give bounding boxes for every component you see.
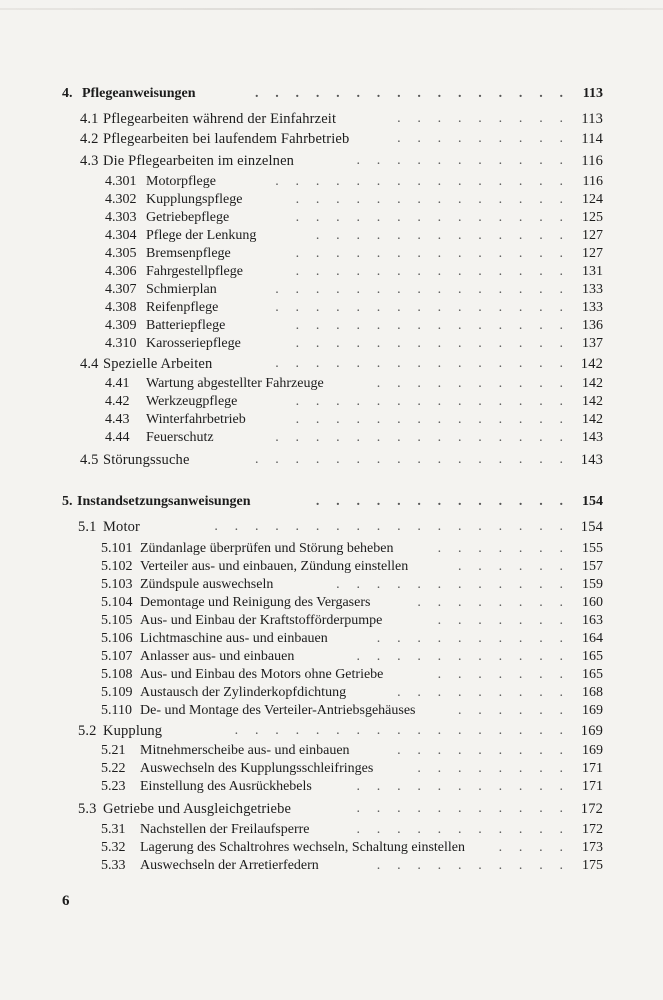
toc-entry-page-number: 172 [580, 801, 603, 817]
dot-leader: . . . . . . . . . . . . . . . . . . [214, 519, 563, 534]
toc-entry-page-number: 160 [582, 595, 603, 610]
toc-entry-page-number: 165 [582, 649, 603, 664]
dot-leader: . . . . . . . . . [397, 743, 563, 758]
toc-entry-title: Austausch der Zylinderkopfdichtung [140, 685, 347, 700]
toc-entry-number: 5.110 [101, 703, 132, 718]
toc-entry-page-number: 172 [582, 822, 603, 837]
toc-entry-title: Aus- und Einbau des Motors ohne Getriebe [140, 667, 384, 682]
dot-leader: . . . . . . [457, 559, 563, 574]
toc-entry-number: 4.43 [105, 412, 130, 427]
toc-entry-title: Motor [103, 519, 140, 535]
toc-entry-page-number: 127 [582, 246, 603, 261]
toc-entry [0, 452, 663, 472]
toc-entry [0, 282, 663, 302]
toc-entry [0, 685, 663, 705]
toc-entry-page-number: 142 [580, 356, 603, 372]
toc-entry-number: 5.107 [101, 649, 133, 664]
dot-leader: . . . . . . . . . . . [356, 801, 563, 816]
toc-entry-page-number: 173 [582, 840, 603, 855]
toc-entry-page-number: 171 [582, 779, 603, 794]
toc-entry [0, 228, 663, 248]
toc-entry-page-number: 169 [582, 743, 603, 758]
dot-leader: . . . . . . . . . [397, 111, 563, 126]
toc-entry-title: Einstellung des Ausrückhebels [140, 779, 312, 794]
toc-entry-page-number: 142 [582, 376, 603, 391]
toc-entry-number: 5.33 [101, 858, 126, 873]
toc-entry-number: 5.109 [101, 685, 133, 700]
dot-leader: . . . . . . . . . . . . . . . . [254, 86, 563, 101]
toc-entry-number: 5.3 [78, 801, 97, 817]
toc-entry-number: 5.102 [101, 559, 133, 574]
toc-entry-page-number: 154 [582, 494, 603, 509]
toc-entry [0, 318, 663, 338]
dot-leader: . . . . . . . . . . . . . . . [275, 430, 563, 445]
toc-entry-title: Feuerschutz [146, 430, 214, 445]
toc-entry-title: Batteriepflege [146, 318, 226, 333]
toc-entry-number: 5.23 [101, 779, 126, 794]
dot-leader: . . . . . . . . . . . . . . [295, 318, 563, 333]
toc-entry-number: 5.103 [101, 577, 133, 592]
dot-leader: . . . . . . . . . . . . [336, 577, 563, 592]
dot-leader: . . . . . . . . . [397, 685, 563, 700]
toc-entry-number: 4.309 [105, 318, 137, 333]
dot-leader: . . . . . . . . . . . [356, 153, 563, 168]
toc-entry [0, 801, 663, 821]
toc-entry-title: Nachstellen der Freilaufsperre [140, 822, 310, 837]
toc-entry-number: 5.108 [101, 667, 133, 682]
toc-entry-number: 4.1 [80, 111, 99, 127]
toc-entry-number: 4.306 [105, 264, 137, 279]
toc-entry-title: Pflege der Lenkung [146, 228, 257, 243]
toc-entry-number: 4.4 [80, 356, 99, 372]
toc-entry-page-number: 163 [582, 613, 603, 628]
dot-leader: . . . . . . . . . . . . . . . [275, 282, 563, 297]
toc-entry-number: 5.101 [101, 541, 133, 556]
toc-entry [0, 131, 663, 151]
toc-entry-number: 4.310 [105, 336, 137, 351]
toc-entry-page-number: 127 [582, 228, 603, 243]
toc-entry [0, 743, 663, 763]
dot-leader: . . . . . . . . [417, 761, 563, 776]
toc-entry-page-number: 143 [580, 452, 603, 468]
toc-entry-title: Getriebepflege [146, 210, 230, 225]
toc-entry-title: Mitnehmerscheibe aus- und einbauen [140, 743, 350, 758]
page-top-edge [0, 8, 663, 10]
toc-entry-page-number: 159 [582, 577, 603, 592]
toc-entry-title: Kupplungspflege [146, 192, 243, 207]
toc-entry-title: Lagerung des Schaltrohres wechseln, Schaltung einstellen [140, 840, 466, 855]
toc-entry-title: Auswechseln der Arretierfedern [140, 858, 319, 873]
toc-entry-number: 4.304 [105, 228, 137, 243]
toc-entry-number: 5.104 [101, 595, 133, 610]
dot-leader: . . . . . . . . . . . . . . . [275, 300, 563, 315]
dot-leader: . . . . . . . . . . . . . . [295, 336, 563, 351]
dot-leader: . . . . . . . . . . . [356, 779, 563, 794]
toc-entry-page-number: 113 [581, 111, 603, 127]
toc-entry-title: Pflegeanweisungen [82, 86, 196, 101]
dot-leader: . . . . . . . . . . . . . . . . [254, 452, 563, 467]
toc-entry-title: Verteiler aus- und einbauen, Zündung einstellen [140, 559, 409, 574]
toc-entry-number: 5. [62, 494, 73, 509]
toc-entry-number: 4. [62, 86, 73, 101]
toc-entry-title: Reifenpflege [146, 300, 219, 315]
toc-entry [0, 394, 663, 414]
toc-entry-page-number: 136 [582, 318, 603, 333]
toc-entry-number: 5.1 [78, 519, 97, 535]
toc-entry [0, 667, 663, 687]
toc-entry-page-number: 143 [582, 430, 603, 445]
toc-entry-number: 4.302 [105, 192, 137, 207]
toc-entry-number: 5.32 [101, 840, 126, 855]
toc-entry [0, 631, 663, 651]
toc-entry-title: Demontage und Reinigung des Vergasers [140, 595, 371, 610]
toc-entry-page-number: 169 [582, 703, 603, 718]
dot-leader: . . . . . . . . . . . . . . [295, 246, 563, 261]
toc-entry-number: 5.2 [78, 723, 97, 739]
toc-entry-page-number: 133 [582, 300, 603, 315]
toc-entry-page-number: 131 [582, 264, 603, 279]
toc-entry-number: 5.22 [101, 761, 126, 776]
dot-leader: . . . . . . . [437, 541, 563, 556]
dot-leader: . . . . . . . . . . . . . [315, 228, 563, 243]
toc-entry-title: Karosseriepflege [146, 336, 241, 351]
toc-entry-page-number: 114 [581, 131, 603, 147]
toc-entry-title: Motorpflege [146, 174, 216, 189]
toc-entry [0, 559, 663, 579]
dot-leader: . . . . . . . . [417, 595, 563, 610]
toc-entry [0, 153, 663, 173]
dot-leader: . . . . . . . . . . [376, 631, 563, 646]
toc-entry-page-number: 142 [582, 412, 603, 427]
toc-entry-number: 4.308 [105, 300, 137, 315]
dot-leader: . . . . . . . . . . . . . . . [275, 356, 563, 371]
toc-entry [0, 649, 663, 669]
toc-entry [0, 519, 663, 539]
toc-entry-page-number: 155 [582, 541, 603, 556]
toc-entry-title: Auswechseln des Kupplungsschleifringes [140, 761, 374, 776]
toc-entry-title: De- und Montage des Verteiler-Antriebsgehäuses [140, 703, 416, 718]
toc-entry-title: Störungssuche [103, 452, 190, 468]
toc-entry-title: Pflegearbeiten bei laufendem Fahrbetrieb [103, 131, 350, 147]
dot-leader: . . . . . . . . . . . . . . [295, 412, 563, 427]
toc-entry [0, 779, 663, 799]
toc-entry-number: 5.21 [101, 743, 126, 758]
toc-entry-title: Zündanlage überprüfen und Störung beheben [140, 541, 394, 556]
toc-entry-page-number: 157 [582, 559, 603, 574]
toc-entry [0, 840, 663, 860]
dot-leader: . . . . . . . . . . . . . . [295, 394, 563, 409]
dot-leader: . . . . . . . . . . . . . . [295, 210, 563, 225]
toc-entry-number: 5.31 [101, 822, 126, 837]
toc-entry-title: Winterfahrbetrieb [146, 412, 246, 427]
toc-entry-number: 4.2 [80, 131, 99, 147]
toc-entry-number: 4.301 [105, 174, 137, 189]
dot-leader: . . . . . . . . . . [376, 376, 563, 391]
dot-leader: . . . . . . . [437, 613, 563, 628]
toc-entry [0, 336, 663, 356]
toc-entry-title: Bremsenpflege [146, 246, 231, 261]
toc-entry-page-number: 142 [582, 394, 603, 409]
dot-leader: . . . . . . . . . . [376, 858, 563, 873]
toc-entry-page-number: 175 [582, 858, 603, 873]
toc-entry-title: Spezielle Arbeiten [103, 356, 213, 372]
toc-entry-number: 4.307 [105, 282, 137, 297]
toc-entry-title: Wartung abgestellter Fahrzeuge [146, 376, 324, 391]
toc-entry-number: 4.44 [105, 430, 130, 445]
toc-entry-title: Die Pflegearbeiten im einzelnen [103, 153, 295, 169]
toc-entry [0, 822, 663, 842]
toc-entry-number: 4.303 [105, 210, 137, 225]
toc-entry-page-number: 133 [582, 282, 603, 297]
toc-entry-title: Kupplung [103, 723, 163, 739]
toc-entry-number: 4.5 [80, 452, 99, 468]
toc-entry [0, 761, 663, 781]
toc-entry [0, 723, 663, 743]
dot-leader: . . . . . . . . . . . . . . [295, 264, 563, 279]
toc-entry-number: 4.41 [105, 376, 130, 391]
toc-entry-page-number: 116 [581, 153, 603, 169]
toc-entry-title: Aus- und Einbau der Kraftstofförderpumpe [140, 613, 383, 628]
toc-entry-page-number: 116 [582, 174, 603, 189]
toc-entry-page-number: 169 [580, 723, 603, 739]
toc-entry-page-number: 165 [582, 667, 603, 682]
dot-leader: . . . . . . . [437, 667, 563, 682]
toc-entry-page-number: 125 [582, 210, 603, 225]
toc-entry-page-number: 154 [580, 519, 603, 535]
toc-entry-number: 5.105 [101, 613, 133, 628]
toc-entry-page-number: 164 [582, 631, 603, 646]
toc-entry-title: Fahrgestellpflege [146, 264, 243, 279]
toc-entry [0, 246, 663, 266]
toc-entry-title: Lichtmaschine aus- und einbauen [140, 631, 328, 646]
toc-entry [0, 356, 663, 376]
toc-entry [0, 376, 663, 396]
toc-entry-page-number: 124 [582, 192, 603, 207]
toc-entry-page-number: 113 [582, 86, 603, 101]
toc-entry-title: Anlasser aus- und einbauen [140, 649, 295, 664]
toc-entry [0, 595, 663, 615]
dot-leader: . . . . . . . . . . . . . . . . . [234, 723, 563, 738]
toc-entry [0, 264, 663, 284]
dot-leader: . . . . . . . . . [397, 131, 563, 146]
dot-leader: . . . . . . . . . . . [356, 822, 563, 837]
toc-entry [0, 192, 663, 212]
toc-entry-title: Pflegearbeiten während der Einfahrzeit [103, 111, 337, 127]
toc-entry [0, 412, 663, 432]
toc-entry-page-number: 171 [582, 761, 603, 776]
toc-entry-title: Werkzeugpflege [146, 394, 238, 409]
dot-leader: . . . . . . . . . . . [356, 649, 563, 664]
toc-entry-page-number: 168 [582, 685, 603, 700]
toc-entry-page-number: 137 [582, 336, 603, 351]
toc-entry-number: 5.106 [101, 631, 133, 646]
toc-entry-title: Instandsetzungsanweisungen [77, 494, 251, 509]
toc-entry [0, 577, 663, 597]
dot-leader: . . . . . . . . . . . . . . [295, 192, 563, 207]
toc-entry-title: Zündspule auswechseln [140, 577, 274, 592]
toc-entry-number: 4.305 [105, 246, 137, 261]
toc-entry-title: Getriebe und Ausgleichgetriebe [103, 801, 292, 817]
dot-leader: . . . . . . . . . . . . . [315, 494, 563, 509]
toc-entry [0, 858, 663, 878]
toc-entry [0, 430, 663, 450]
toc-entry [0, 703, 663, 723]
dot-leader: . . . . . . . . . . . . . . . [275, 174, 563, 189]
dot-leader: . . . . [498, 840, 563, 855]
toc-entry [0, 210, 663, 230]
toc-entry [0, 541, 663, 561]
toc-entry [0, 300, 663, 320]
toc-entry-title: Schmierplan [146, 282, 217, 297]
toc-entry [0, 111, 663, 131]
toc-entry-number: 4.3 [80, 153, 99, 169]
toc-entry [0, 613, 663, 633]
toc-section [0, 494, 663, 514]
toc-entry-number: 4.42 [105, 394, 130, 409]
page-number: 6 [62, 893, 70, 909]
dot-leader: . . . . . . [457, 703, 563, 718]
toc-section [0, 86, 663, 106]
toc-entry [0, 174, 663, 194]
